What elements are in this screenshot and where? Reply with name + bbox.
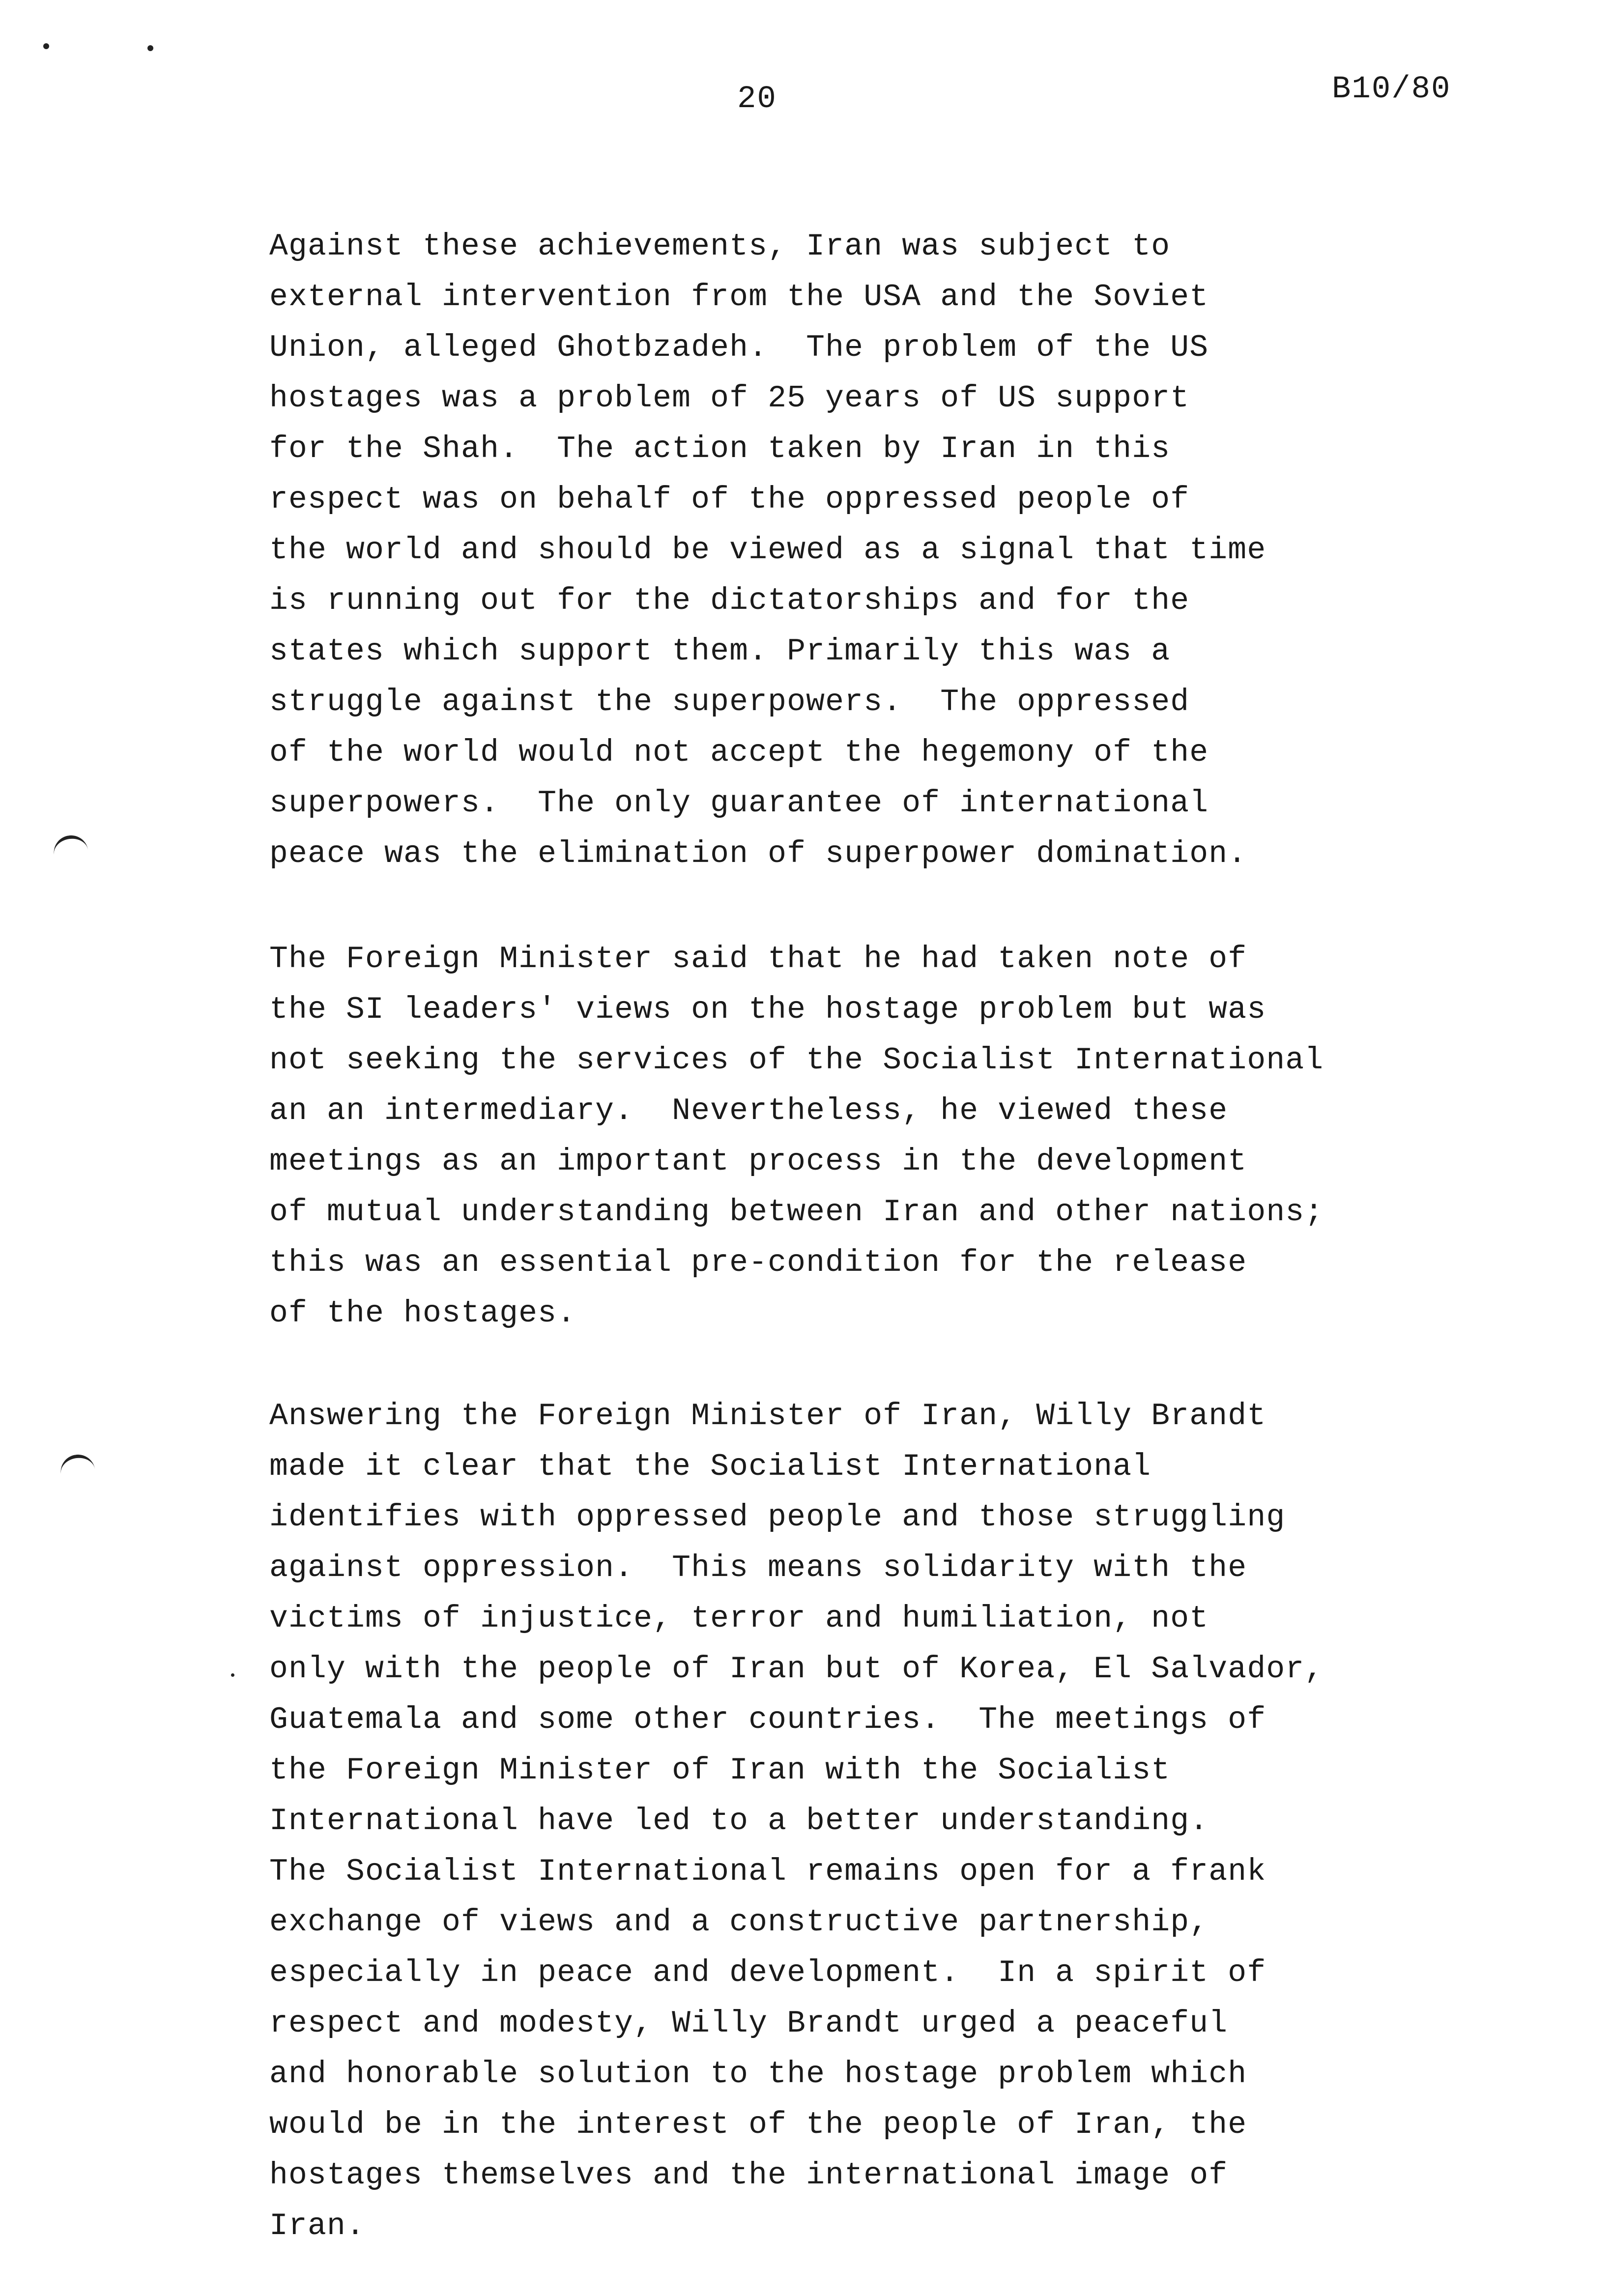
text-line: would be in the interest of the people of Iran, the [269,2107,1247,2142]
scan-dot-mark [147,45,153,51]
margin-arc-mark [58,1452,96,1480]
text-line: hostages themselves and the international image of [269,2158,1228,2193]
text-line: Against these achievements, Iran was subject to [269,229,1171,264]
text-line: an an intermediary. Nevertheless, he viewed these [269,1093,1228,1128]
text-line: of the hostages. [269,1296,576,1331]
text-line: Iran. [269,2209,366,2243]
text-line: and honorable solution to the hostage problem which [269,2057,1247,2092]
scan-dot-mark [231,1673,234,1677]
text-line: respect was on behalf of the oppressed people of [269,482,1190,517]
text-line: against oppression. This means solidarity with the [269,1550,1247,1585]
text-line: for the Shah. The action taken by Iran in this [269,431,1171,466]
text-line: only with the people of Iran but of Korea, El Salvador, [269,1652,1324,1687]
text-line: the world and should be viewed as a signal that time [269,533,1267,568]
text-line: The Foreign Minister said that he had taken note of [269,942,1247,976]
text-line: Answering the Foreign Minister of Iran, Willy Brandt [269,1399,1267,1434]
text-line: identifies with oppressed people and those struggling [269,1500,1286,1535]
paragraph-willy-brandt [269,1391,1324,2251]
text-line: not seeking the services of the Socialist International [269,1043,1324,1078]
text-line: external intervention from the USA and the Soviet [269,280,1209,315]
text-line: superpowers. The only guarantee of international [269,786,1209,821]
text-line: peace was the elimination of superpower domination. [269,836,1247,871]
text-line: The Socialist International remains open for a frank [269,1854,1267,1889]
text-line: International have led to a better understanding. [269,1804,1209,1838]
margin-arc-mark [52,833,89,861]
text-line: this was an essential pre-condition for the release [269,1245,1247,1280]
text-line: struggle against the superpowers. The oppressed [269,685,1190,719]
paragraph-external-intervention [269,221,1266,879]
text-line: states which support them. Primarily this was a [269,634,1171,669]
text-line: Guatemala and some other countries. The meetings of [269,1702,1267,1737]
text-line: is running out for the dictatorships and for the [269,583,1190,618]
text-line: the Foreign Minister of Iran with the Socialist [269,1753,1171,1788]
text-line: the SI leaders' views on the hostage problem but was [269,992,1267,1027]
text-line: especially in peace and development. In a spirit of [269,1955,1267,1990]
text-line: of mutual understanding between Iran and other nations; [269,1195,1324,1230]
text-line: hostages was a problem of 25 years of US support [269,381,1190,416]
paragraph-foreign-minister [269,934,1324,1339]
text-line: respect and modesty, Willy Brandt urged a peaceful [269,2006,1228,2041]
scan-dot-mark [43,43,49,49]
document-reference: B10/80 [1332,72,1451,107]
text-line: exchange of views and a constructive partnership, [269,1905,1209,1940]
text-line: victims of injustice, terror and humiliation, not [269,1601,1209,1636]
text-line: meetings as an important process in the development [269,1144,1247,1179]
page-number: 20 [737,82,777,117]
text-line: made it clear that the Socialist International [269,1449,1151,1484]
text-line: of the world would not accept the hegemony of the [269,735,1209,770]
text-line: Union, alleged Ghotbzadeh. The problem of the US [269,330,1209,365]
